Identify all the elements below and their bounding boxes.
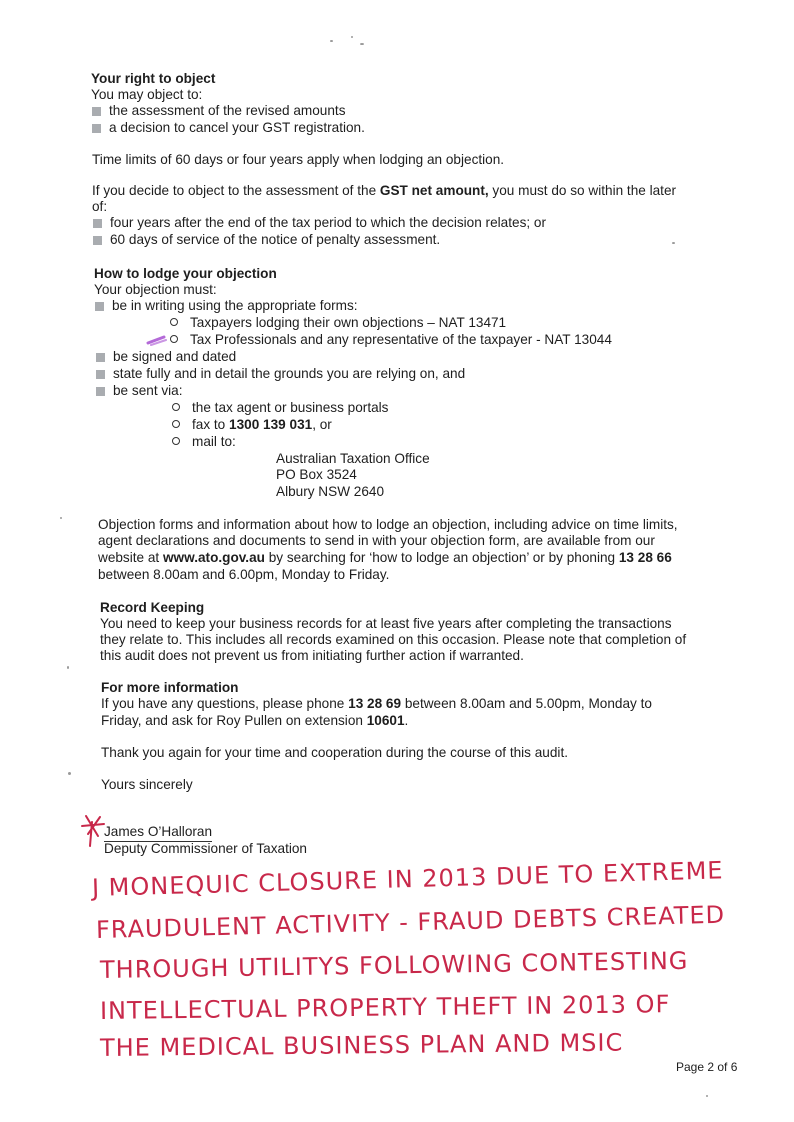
sub-list-item: mail to:: [172, 434, 236, 451]
sub-list-item: Taxpayers lodging their own objections – NAT 13471: [170, 315, 506, 332]
time-limits-text: Time limits of 60 days or four years apply when lodging an objection.: [92, 152, 505, 167]
circle-bullet-icon: [172, 403, 180, 411]
section-heading-right-to-object: Your right to object: [91, 71, 216, 86]
handwritten-note-line: THE MEDICAL BUSINESS PLAN AND MSIC: [99, 1028, 624, 1062]
square-bullet-icon: [95, 302, 104, 311]
more-info-line: If you have any questions, please phone 13 28 69 between 8.00am and 5.00pm, Monday to: [101, 696, 652, 711]
info-paragraph-line: between 8.00am and 6.00pm, Monday to Friday.: [98, 567, 390, 582]
circle-bullet-icon: [172, 437, 180, 445]
list-item: 60 days of service of the notice of penalty assessment.: [93, 232, 440, 249]
square-bullet-icon: [96, 353, 105, 362]
address-line: PO Box 3524: [276, 467, 357, 482]
scan-speck: [672, 242, 675, 244]
square-bullet-icon: [92, 107, 101, 116]
address-line: Australian Taxation Office: [276, 451, 430, 466]
square-bullet-icon: [96, 387, 105, 396]
sub-list-item: fax to 1300 139 031, or: [172, 417, 332, 434]
square-bullet-icon: [93, 236, 102, 245]
scan-speck: [68, 772, 71, 775]
section-heading-how-to-lodge: How to lodge your objection: [94, 266, 277, 281]
records-paragraph-line: they relate to. This includes all records examined on this occasion. Please note that completion of: [100, 632, 687, 647]
thanks-line: Thank you again for your time and cooperation during the course of this audit.: [101, 745, 568, 760]
scan-speck: [351, 36, 353, 38]
square-bullet-icon: [92, 124, 101, 133]
records-paragraph-line: this audit does not prevent us from initiating further action if warranted.: [100, 648, 524, 663]
page-number: Page 2 of 6: [676, 1060, 738, 1074]
gst-objection-text-cont: of:: [92, 199, 108, 214]
signatory-title: Deputy Commissioner of Taxation: [104, 841, 307, 856]
scan-speck: [330, 40, 333, 42]
list-item: state fully and in detail the grounds you are relying on, and: [96, 366, 465, 383]
scan-speck: [360, 43, 364, 45]
sub-list-item: Tax Professionals and any representative of the taxpayer - NAT 13044: [170, 332, 612, 349]
signatory-name: James O’Halloran: [104, 824, 212, 842]
list-item: a decision to cancel your GST registration.: [92, 120, 365, 137]
address-line: Albury NSW 2640: [276, 484, 385, 499]
section-heading-more-info: For more information: [101, 680, 239, 695]
highlighter-mark-icon: [146, 334, 168, 346]
circle-bullet-icon: [170, 335, 178, 343]
handwritten-note-line: J MONEQUIC CLOSURE IN 2013 DUE TO EXTREME: [91, 856, 724, 902]
section-heading-record-keeping: Record Keeping: [100, 600, 205, 615]
handwritten-note-line: THROUGH UTILITYS FOLLOWING CONTESTING: [99, 946, 689, 984]
list-item: be signed and dated: [96, 349, 236, 366]
square-bullet-icon: [96, 370, 105, 379]
lodge-intro: Your objection must:: [94, 282, 217, 297]
gst-objection-text: If you decide to object to the assessment of the GST net amount, you must do so within the later: [92, 183, 677, 198]
list-item: be sent via:: [96, 383, 183, 400]
circle-bullet-icon: [172, 420, 180, 428]
object-intro: You may object to:: [91, 87, 203, 102]
handwritten-note-line: FRAUDULENT ACTIVITY - FRAUD DEBTS CREATED: [95, 900, 726, 944]
records-paragraph-line: You need to keep your business records for at least five years after completing the transactions: [100, 616, 672, 631]
square-bullet-icon: [93, 219, 102, 228]
info-paragraph-line: website at www.ato.gov.au by searching for ‘how to lodge an objection’ or by phoning 13 28 66: [98, 550, 672, 565]
list-item: be in writing using the appropriate forms:: [95, 298, 358, 315]
sign-off: Yours sincerely: [101, 777, 193, 792]
list-item: four years after the end of the tax period to which the decision relates; or: [93, 215, 546, 232]
info-paragraph-line: Objection forms and information about how to lodge an objection, including advice on time limits,: [98, 517, 678, 532]
list-item: the assessment of the revised amounts: [92, 103, 346, 120]
more-info-line: Friday, and ask for Roy Pullen on extension 10601.: [101, 713, 409, 728]
sub-list-item: the tax agent or business portals: [172, 400, 388, 417]
info-paragraph-line: agent declarations and documents to send in with your objection form, are available from our: [98, 533, 655, 548]
circle-bullet-icon: [170, 318, 178, 326]
scan-speck: [67, 666, 69, 669]
handwritten-note-line: INTELLECTUAL PROPERTY THEFT IN 2013 OF: [99, 990, 671, 1025]
scan-speck: [706, 1095, 708, 1097]
scan-speck: [60, 517, 62, 519]
